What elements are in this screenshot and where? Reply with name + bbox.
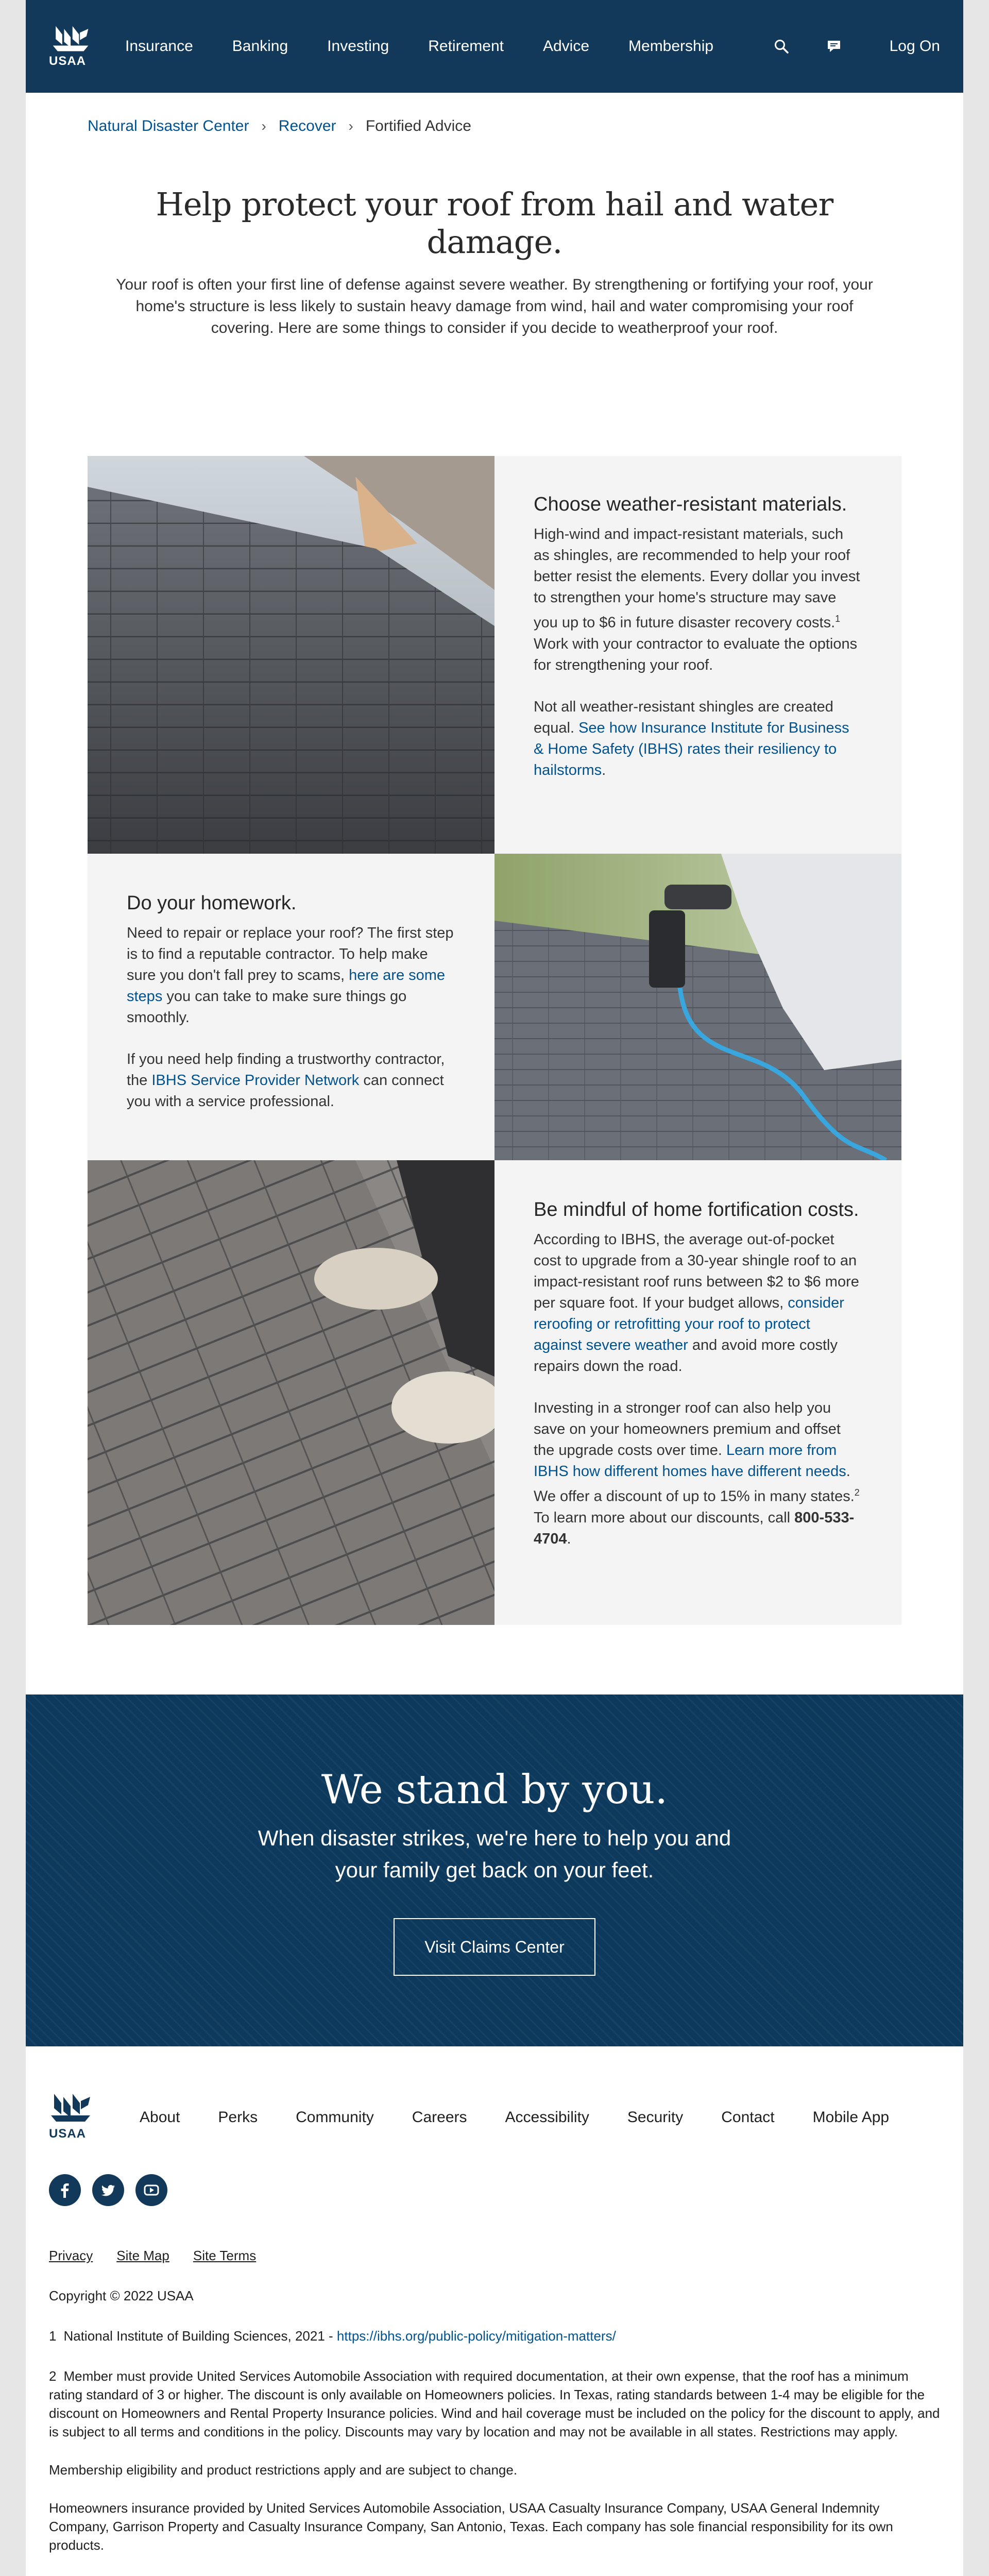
costs-text-2-tail: To learn more about our discounts, call bbox=[534, 1509, 795, 1526]
homework-text-2: If you need help finding a trustworthy contractor, the bbox=[127, 1051, 445, 1089]
page-title: Help protect your roof from hail and water damage. bbox=[156, 185, 833, 261]
nav-insurance[interactable]: Insurance bbox=[125, 38, 193, 55]
eagle-logo-icon bbox=[49, 24, 93, 53]
site-terms-link[interactable]: Site Terms bbox=[193, 2248, 257, 2263]
footer-nav-accessibility[interactable]: Accessibility bbox=[505, 2109, 589, 2126]
ibhs-homes-needs-link[interactable]: Learn more from IBHS how different homes have different needs bbox=[534, 1442, 846, 1480]
privacy-link[interactable]: Privacy bbox=[49, 2248, 93, 2263]
breadcrumb-recover[interactable]: Recover bbox=[278, 117, 336, 134]
materials-paragraph-2 bbox=[534, 697, 862, 781]
costs-text-2: Investing in a stronger roof can also help you save on your homeowners premium and offset the upgrade costs over time. bbox=[534, 1400, 841, 1459]
costs-card bbox=[494, 1160, 901, 1625]
footer-nav-perks[interactable]: Perks bbox=[218, 2109, 258, 2126]
eagle-logo-icon bbox=[49, 2092, 93, 2124]
costs-paragraph-2 bbox=[534, 1398, 862, 1550]
materials-text-tail: Work with your contractor to evaluate the options for strengthening your roof. bbox=[534, 635, 858, 673]
search-icon[interactable] bbox=[771, 36, 792, 57]
reroofing-retrofitting-link[interactable]: consider reroofing or retrofitting your roof to protect against severe weather bbox=[534, 1295, 844, 1353]
twitter-icon[interactable] bbox=[92, 2174, 124, 2206]
claims-banner bbox=[26, 1694, 963, 2046]
intro-text: Your roof is often your first line of defense against severe weather. By strengthening or fortifying your roof, your home's structure is less likely to sustain heavy damage from wind, hail and water compromising your roof covering. Here are some things to consider if you decide to weatherproof your roof. bbox=[116, 276, 873, 336]
breadcrumb-current: Fortified Advice bbox=[365, 117, 471, 134]
costs-text-end: and avoid more costly repairs down the road. bbox=[534, 1337, 838, 1375]
costs-text-2-mid: . We offer a discount of up to 15% in many states. bbox=[534, 1463, 855, 1505]
footer-nav-mobile-app[interactable]: Mobile App bbox=[812, 2109, 890, 2126]
footer-usaa-logo[interactable] bbox=[49, 2092, 93, 2143]
breadcrumb-natural-disaster-center[interactable]: Natural Disaster Center bbox=[88, 117, 249, 134]
main-nav bbox=[125, 38, 753, 55]
materials-heading: Choose weather-resistant materials. bbox=[534, 494, 847, 515]
site-map-link[interactable]: Site Map bbox=[116, 2248, 169, 2263]
breadcrumb bbox=[26, 93, 963, 160]
materials-text: High-wind and impact-resistant materials, such as shingles, are recommended to help your roof better resist the elements. Every dollar you invest to strengthen your home's structure may save you up to $6 in future disaster recovery costs. bbox=[534, 526, 860, 631]
materials-text-2: Not all weather-resistant shingles are created equal. bbox=[534, 698, 833, 736]
ibhs-mitigation-link[interactable]: https://ibhs.org/public-policy/mitigation-matters/ bbox=[336, 2328, 616, 2344]
copyright: Copyright © 2022 USAA bbox=[49, 2288, 194, 2303]
materials-row bbox=[88, 456, 901, 854]
chat-icon[interactable] bbox=[824, 36, 844, 57]
footnote-1-text: National Institute of Building Sciences, 2021 - bbox=[63, 2328, 337, 2344]
footnote-1 bbox=[49, 2327, 940, 2345]
eligibility-note: Membership eligibility and product restrictions apply and are subject to change. bbox=[49, 2462, 518, 2478]
homework-row bbox=[88, 854, 901, 1160]
usaa-logo[interactable] bbox=[49, 24, 93, 69]
social-links bbox=[49, 2174, 940, 2206]
breadcrumb-separator: › bbox=[261, 118, 266, 134]
document-code bbox=[49, 2574, 940, 2576]
youtube-icon[interactable] bbox=[135, 2174, 167, 2206]
costs-row bbox=[88, 1160, 901, 1625]
ibhs-hail-ratings-link[interactable]: See how Insurance Institute for Business & Home Safety (IBHS) rates their resiliency to hailstorms bbox=[534, 719, 849, 778]
homework-text-end: you can take to make sure things go smoothly. bbox=[127, 988, 407, 1026]
nav-banking[interactable]: Banking bbox=[232, 38, 288, 55]
footer-nav-contact[interactable]: Contact bbox=[721, 2109, 775, 2126]
footer-nav bbox=[140, 2108, 927, 2127]
materials-text-2-end: . bbox=[602, 761, 606, 778]
visit-claims-center-button[interactable]: Visit Claims Center bbox=[394, 1918, 595, 1976]
homework-card bbox=[88, 854, 494, 1160]
banner-text: When disaster strikes, we're here to help you and your family get back on your feet. bbox=[258, 1826, 731, 1882]
hero bbox=[26, 160, 963, 456]
breadcrumb-separator: › bbox=[348, 118, 353, 134]
header-actions bbox=[771, 36, 940, 57]
footnote-2-number: 2 bbox=[49, 2368, 57, 2384]
footer-top bbox=[49, 2092, 940, 2143]
gloved-hands-shingles-image bbox=[88, 1160, 494, 1625]
costs-text: According to IBHS, the average out-of-pocket cost to upgrade from a 30-year shingle roof to an impact-resistant roof runs between $2 to $6 more per square foot. If your budget allows, bbox=[534, 1231, 859, 1311]
scam-steps-link[interactable]: here are some steps bbox=[127, 967, 446, 1005]
providers-note: Homeowners insurance provided by United Services Automobile Association, USAA Casualty Insurance Company, USAA General Indemnity Company, Garrison Property and Casualty Insurance Company, San Antonio, Texas. Each company has sole financial responsibility for its own products. bbox=[49, 2500, 893, 2553]
nav-investing[interactable]: Investing bbox=[327, 38, 389, 55]
homework-text-2-end: can connect you with a service professional. bbox=[127, 1072, 444, 1110]
phone-number[interactable]: 800-533-4704 bbox=[534, 1509, 855, 1547]
roofer-nail-gun-image bbox=[494, 854, 901, 1160]
homework-paragraph-2 bbox=[127, 1049, 455, 1112]
homework-paragraph bbox=[127, 923, 455, 1028]
footnote-ref-2: 2 bbox=[854, 1487, 860, 1498]
materials-paragraph bbox=[534, 524, 862, 676]
banner-title: We stand by you. bbox=[321, 1767, 668, 1813]
site-footer bbox=[26, 2046, 963, 2576]
homework-heading: Do your homework. bbox=[127, 892, 297, 914]
footnote-1-number: 1 bbox=[49, 2328, 57, 2344]
nav-advice[interactable]: Advice bbox=[542, 38, 590, 55]
footer-nav-careers[interactable]: Careers bbox=[412, 2109, 467, 2126]
footnote-2 bbox=[49, 2367, 940, 2441]
logo-wordmark: USAA bbox=[49, 54, 87, 68]
costs-heading: Be mindful of home fortification costs. bbox=[534, 1199, 859, 1221]
ibhs-network-link[interactable]: IBHS Service Provider Network bbox=[151, 1072, 360, 1089]
footer-nav-security[interactable]: Security bbox=[627, 2109, 684, 2126]
nav-retirement[interactable]: Retirement bbox=[428, 38, 504, 55]
content-grid bbox=[88, 456, 901, 1625]
roof-shingles-image bbox=[88, 456, 494, 854]
footer-logo-wordmark: USAA bbox=[49, 2127, 87, 2141]
legal-links bbox=[49, 2246, 940, 2265]
footnote-2-text: Member must provide United Services Automobile Association with required documentation, at their own expense, that the roof has a minimum rating standard of 3 or higher. The discount is only available on Homeowners policies. In Texas, rating standards between 1-4 may be eligible for the discount on Homeowners and Rental Property Insurance policies. Wind and hail coverage must be included on the policy for the discount to apply, and is subject to all terms and conditions in the policy. Discounts may vary by location and may not be available in all states. Restrictions may apply. bbox=[49, 2368, 940, 2439]
facebook-icon[interactable] bbox=[49, 2174, 81, 2206]
footer-nav-community[interactable]: Community bbox=[296, 2109, 374, 2126]
materials-card bbox=[494, 456, 901, 854]
homework-text: Need to repair or replace your roof? The first step is to find a reputable contractor. To help make sure you don't fall prey to scams, bbox=[127, 925, 454, 984]
nav-membership[interactable]: Membership bbox=[628, 38, 714, 55]
page bbox=[26, 0, 963, 2576]
log-on-link[interactable]: Log On bbox=[889, 38, 940, 55]
costs-text-2-end: . bbox=[567, 1530, 571, 1547]
footnote-ref-1: 1 bbox=[835, 614, 841, 624]
costs-paragraph bbox=[534, 1229, 862, 1377]
site-header bbox=[26, 0, 963, 93]
footer-nav-about[interactable]: About bbox=[140, 2109, 180, 2126]
